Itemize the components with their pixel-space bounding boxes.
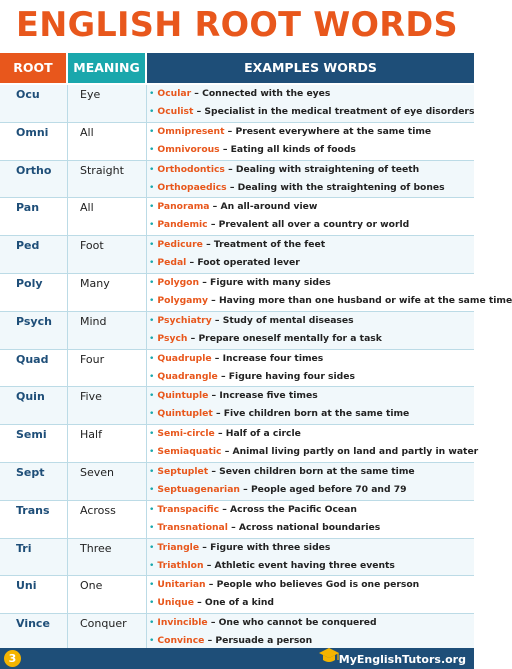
separator-dash: – — [208, 465, 220, 477]
meaning-cell: Eye — [80, 88, 101, 101]
example-definition: One of a kind — [204, 597, 274, 609]
bullet-icon: • — [149, 106, 155, 117]
example-item — [149, 542, 330, 553]
root-cell: Uni — [16, 579, 37, 593]
root-cell: Ortho — [16, 163, 52, 177]
example-word: Convince — [157, 635, 205, 647]
table-row — [0, 312, 474, 350]
example-definition: Dealing with straightening of teeth — [235, 163, 420, 175]
header-root: ROOT — [0, 53, 66, 83]
separator-dash: – — [205, 579, 217, 591]
example-word: Quintuplet — [157, 408, 213, 420]
example-item — [149, 408, 409, 419]
separator-dash: – — [214, 428, 226, 440]
separator-dash: – — [187, 332, 199, 344]
example-item — [149, 315, 354, 326]
bullet-icon: • — [149, 201, 155, 213]
bullet-icon: • — [149, 88, 155, 99]
example-item — [149, 126, 431, 137]
example-word: Panorama — [157, 201, 210, 213]
example-word: Quintuple — [157, 390, 209, 402]
separator-dash: – — [219, 143, 231, 155]
separator-dash: – — [199, 541, 211, 553]
example-word: Pedicure — [157, 239, 203, 251]
example-item — [149, 597, 274, 608]
example-word: Psychiatry — [157, 314, 212, 326]
example-word: Quadrangle — [157, 370, 218, 382]
example-item — [149, 579, 419, 590]
table-row — [0, 85, 474, 123]
example-word: Psych — [157, 332, 188, 344]
bullet-icon: • — [149, 428, 155, 440]
example-definition: Animal living partly on land and partly in water — [232, 446, 479, 458]
column-divider — [146, 85, 147, 648]
example-definition: Prevalent all over a country or world — [218, 219, 410, 231]
example-word: Orthopaedics — [157, 181, 227, 193]
root-words-table — [0, 85, 512, 652]
meaning-cell: All — [80, 201, 94, 215]
bullet-icon: • — [149, 483, 155, 495]
example-item — [149, 164, 419, 175]
separator-dash: – — [219, 503, 231, 515]
example-definition: Foot operated lever — [197, 257, 300, 269]
example-definition: Figure with three sides — [210, 541, 331, 553]
example-item — [149, 560, 395, 571]
example-item — [149, 428, 301, 439]
example-definition: Athletic event having three events — [214, 559, 395, 571]
separator-dash: – — [203, 559, 215, 571]
bullet-icon: • — [149, 541, 155, 553]
root-cell: Pan — [16, 201, 40, 215]
root-cell: Semi — [16, 428, 47, 442]
example-word: Triathlon — [157, 559, 204, 571]
example-item — [149, 333, 382, 344]
example-word: Quadruple — [157, 352, 212, 364]
table-row — [0, 350, 474, 388]
separator-dash: – — [207, 219, 219, 231]
table-row — [0, 274, 512, 312]
example-word: Pedal — [157, 257, 187, 269]
page-title: ENGLISH ROOT WORDS — [16, 5, 458, 44]
example-item — [149, 446, 478, 457]
table-row — [0, 463, 474, 501]
meaning-cell: Seven — [80, 465, 114, 479]
example-word: Omnipresent — [157, 125, 225, 137]
example-word: Polygamy — [157, 294, 208, 306]
example-word: Unique — [157, 597, 194, 609]
separator-dash: – — [193, 597, 205, 609]
bullet-icon: • — [149, 503, 155, 515]
example-definition: Treatment of the feet — [213, 239, 326, 251]
example-word: Ocular — [157, 88, 192, 99]
table-row — [0, 161, 474, 199]
example-item — [149, 353, 323, 364]
separator-dash: – — [208, 390, 220, 402]
example-word: Oculist — [157, 106, 194, 117]
example-definition: Specialist in the medical treatment of eye disorders — [204, 106, 475, 117]
example-item — [149, 484, 407, 495]
separator-dash: – — [211, 352, 223, 364]
separator-dash: – — [227, 521, 239, 533]
table-row — [0, 614, 474, 652]
example-item — [149, 522, 380, 533]
example-item — [149, 182, 445, 193]
example-definition: Persuade a person — [215, 635, 313, 647]
meaning-cell: Four — [80, 352, 105, 366]
bullet-icon: • — [149, 352, 155, 364]
separator-dash: – — [212, 408, 224, 420]
separator-dash: – — [217, 370, 229, 382]
example-item — [149, 257, 300, 268]
example-word: Invincible — [157, 617, 208, 629]
bullet-icon: • — [149, 181, 155, 193]
bullet-icon: • — [149, 370, 155, 382]
separator-dash: – — [207, 617, 219, 629]
example-definition: Study of mental diseases — [222, 314, 354, 326]
bullet-icon: • — [149, 257, 155, 269]
bullet-icon: • — [149, 163, 155, 175]
meaning-cell: Half — [80, 428, 102, 442]
separator-dash: – — [224, 163, 236, 175]
example-word: Semi-circle — [157, 428, 215, 440]
example-definition: Eating all kinds of foods — [230, 143, 356, 155]
meaning-cell: Conquer — [80, 617, 127, 631]
bullet-icon: • — [149, 294, 155, 306]
table-row — [0, 425, 479, 463]
example-item — [149, 277, 331, 288]
example-word: Orthodontics — [157, 163, 225, 175]
brand-name: MyEnglishTutors.org — [338, 653, 466, 666]
separator-dash: – — [202, 239, 214, 251]
example-item — [149, 219, 409, 230]
table-row — [0, 123, 474, 161]
footer-bar — [0, 648, 474, 669]
bullet-icon: • — [149, 617, 155, 629]
example-item — [149, 635, 312, 646]
example-word: Septuagenarian — [157, 483, 240, 495]
example-word: Septuplet — [157, 465, 209, 477]
example-definition: Seven children born at the same time — [219, 465, 415, 477]
bullet-icon: • — [149, 579, 155, 591]
bullet-icon: • — [149, 408, 155, 420]
example-item — [149, 239, 325, 250]
example-definition: Figure with many sides — [210, 276, 331, 288]
example-definition: Connected with the eyes — [202, 88, 331, 99]
example-item — [149, 144, 356, 155]
bullet-icon: • — [149, 521, 155, 533]
example-word: Pandemic — [157, 219, 208, 231]
separator-dash: – — [207, 294, 219, 306]
bullet-icon: • — [149, 559, 155, 571]
separator-dash: – — [191, 88, 203, 99]
example-word: Semiaquatic — [157, 446, 222, 458]
example-word: Polygon — [157, 276, 200, 288]
bullet-icon: • — [149, 219, 155, 231]
meaning-cell: Foot — [80, 239, 104, 253]
example-item — [149, 466, 415, 477]
example-definition: People aged before 70 and 79 — [250, 483, 407, 495]
example-word: Transpacific — [157, 503, 220, 515]
root-cell: Omni — [16, 125, 49, 139]
meaning-cell: Across — [80, 503, 116, 517]
example-definition: One who cannot be conquered — [218, 617, 377, 629]
example-definition: Increase five times — [219, 390, 318, 402]
example-item — [149, 201, 317, 212]
example-item — [149, 504, 357, 515]
bullet-icon: • — [149, 446, 155, 458]
table-row — [0, 198, 474, 236]
separator-dash: – — [199, 276, 211, 288]
example-item — [149, 88, 330, 99]
example-item — [149, 106, 474, 117]
example-definition: Across the Pacific Ocean — [230, 503, 357, 515]
separator-dash: – — [204, 635, 216, 647]
example-definition: People who believes God is one person — [216, 579, 420, 591]
bullet-icon: • — [149, 390, 155, 402]
column-divider — [67, 85, 68, 648]
header-meaning: MEANING — [68, 53, 145, 83]
bullet-icon: • — [149, 314, 155, 326]
example-definition: An all-around view — [220, 201, 318, 213]
example-word: Triangle — [157, 541, 200, 553]
separator-dash: – — [224, 125, 236, 137]
example-definition: Across national boundaries — [238, 521, 381, 533]
root-cell: Quad — [16, 352, 49, 366]
meaning-cell: Three — [80, 541, 112, 555]
meaning-cell: Five — [80, 390, 102, 404]
root-cell: Trans — [16, 503, 50, 517]
example-definition: Having more than one husband or wife at the same time — [218, 294, 512, 306]
example-definition: Present everywhere at the same time — [235, 125, 432, 137]
separator-dash: – — [239, 483, 251, 495]
separator-dash: – — [193, 106, 205, 117]
example-item — [149, 390, 318, 401]
bullet-icon: • — [149, 332, 155, 344]
meaning-cell: All — [80, 125, 94, 139]
bullet-icon: • — [149, 143, 155, 155]
example-item — [149, 371, 355, 382]
separator-dash: – — [186, 257, 198, 269]
bullet-icon: • — [149, 465, 155, 477]
root-cell: Ocu — [16, 88, 40, 101]
table-row — [0, 236, 474, 274]
page-number-badge: 3 — [4, 650, 21, 667]
root-cell: Psych — [16, 314, 52, 328]
example-word: Transnational — [157, 521, 228, 533]
example-definition: Increase four times — [222, 352, 324, 364]
example-definition: Figure having four sides — [228, 370, 355, 382]
separator-dash: – — [226, 181, 238, 193]
meaning-cell: Mind — [80, 314, 107, 328]
meaning-cell: Straight — [80, 163, 124, 177]
separator-dash: – — [209, 201, 221, 213]
example-definition: Half of a circle — [225, 428, 301, 440]
root-cell: Ped — [16, 239, 40, 253]
bullet-icon: • — [149, 239, 155, 251]
meaning-cell: One — [80, 579, 103, 593]
root-cell: Vince — [16, 617, 50, 631]
bullet-icon: • — [149, 635, 155, 647]
table-row — [0, 576, 474, 614]
table-row — [0, 539, 474, 577]
separator-dash: – — [211, 314, 223, 326]
bullet-icon: • — [149, 276, 155, 288]
header-examples: EXAMPLES WORDS — [147, 53, 474, 83]
root-cell: Poly — [16, 276, 43, 290]
bullet-icon: • — [149, 125, 155, 137]
example-definition: Five children born at the same time — [223, 408, 410, 420]
example-word: Unitarian — [157, 579, 206, 591]
example-word: Omnivorous — [157, 143, 220, 155]
separator-dash: – — [221, 446, 233, 458]
graduation-cap-icon — [318, 645, 340, 667]
example-item — [149, 295, 512, 306]
table-row — [0, 387, 474, 425]
root-cell: Quin — [16, 390, 45, 404]
example-definition: Dealing with the straightening of bones — [237, 181, 445, 193]
example-definition: Prepare oneself mentally for a task — [198, 332, 382, 344]
root-cell: Sept — [16, 465, 45, 479]
example-item — [149, 617, 377, 628]
bullet-icon: • — [149, 597, 155, 609]
root-cell: Tri — [16, 541, 32, 555]
table-row — [0, 501, 474, 539]
meaning-cell: Many — [80, 276, 110, 290]
